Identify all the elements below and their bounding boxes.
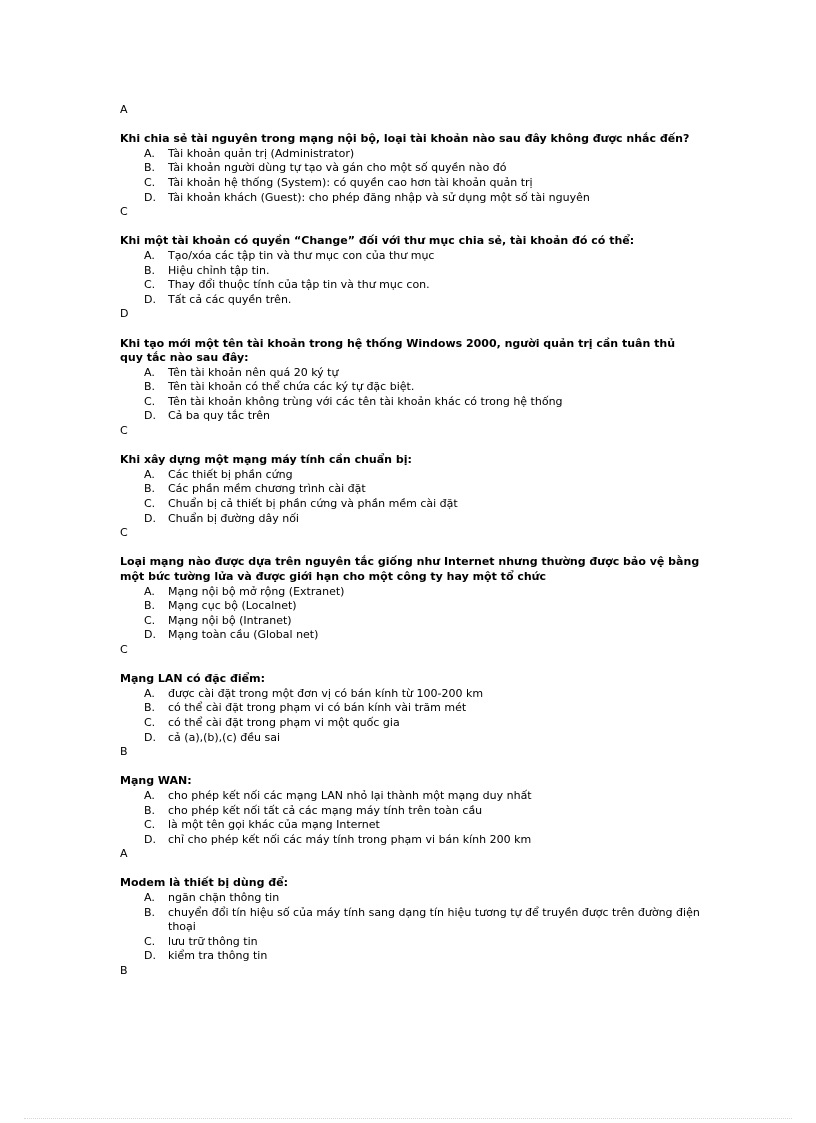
option-list (120, 585, 700, 643)
option-letter: B. (144, 161, 156, 175)
option-text: chuyển đổi tín hiệu số của máy tính sang dạng tín hiệu tương tự để truyền được trên đường điện thoại (168, 905, 700, 934)
option-item (120, 366, 700, 381)
option-letter: A. (144, 788, 155, 802)
answer-letter: B (120, 964, 128, 978)
answer-letter: C (120, 642, 128, 656)
option-list (120, 147, 700, 205)
option-letter: A. (144, 891, 155, 905)
option-text: Mạng nội bộ mở rộng (Extranet) (168, 584, 345, 598)
option-item (120, 716, 700, 731)
question-block (120, 234, 700, 322)
option-text: Cả ba quy tắc trên (168, 409, 271, 423)
option-letter: A. (144, 248, 155, 262)
answer-letter: D (120, 307, 129, 321)
option-letter: D. (144, 409, 156, 423)
question-text: Khi tạo mới một tên tài khoản trong hệ thống Windows 2000, người quản trị cần tuân thủ quy tắc nào sau đây: (120, 336, 676, 365)
option-text: cho phép kết nối các mạng LAN nhỏ lại thành một mạng duy nhất (168, 788, 532, 802)
option-text: Tài khoản khách (Guest): cho phép đăng nhập và sử dụng một số tài nguyên (168, 190, 590, 204)
option-item (120, 482, 700, 497)
question-text: Khi một tài khoản có quyền “Change” đối với thư mục chia sẻ, tài khoản đó có thể: (120, 234, 635, 248)
question-block (120, 453, 700, 541)
option-text: Mạng cục bộ (Localnet) (168, 599, 297, 613)
option-item (120, 818, 700, 833)
question-text: Loại mạng nào được dựa trên nguyên tắc giống như Internet nhưng thường được bảo vệ bằng một bức tường lửa và được giới hạn cho một công ty hay một tổ chức (120, 555, 700, 583)
question-text: Khi chia sẻ tài nguyên trong mạng nội bộ, loại tài khoản nào sau đây không được nhắc đến? (120, 132, 690, 146)
option-letter: C. (144, 613, 156, 627)
option-list (120, 789, 700, 847)
question-block (120, 555, 700, 657)
answer-letter: C (120, 205, 128, 219)
option-item (120, 833, 700, 848)
question-text: Khi xây dựng một mạng máy tính cần chuẩn bị: (120, 453, 412, 467)
option-letter: D. (144, 949, 156, 963)
option-text: Các thiết bị phần cứng (168, 467, 293, 481)
option-item (120, 380, 700, 395)
option-item (120, 176, 700, 191)
option-letter: C. (144, 394, 156, 408)
option-item (120, 409, 700, 424)
answer-letter: A (120, 103, 128, 116)
option-item (120, 935, 700, 950)
question-text: Mạng LAN có đặc điểm: (120, 672, 265, 686)
option-item (120, 264, 700, 279)
option-item (120, 585, 700, 600)
option-item (120, 395, 700, 410)
document-body (120, 103, 700, 979)
option-text: Tên tài khoản không trùng với các tên tài khoản khác có trong hệ thống (168, 394, 563, 408)
answer-letter: C (120, 424, 128, 438)
option-text: Tài khoản hệ thống (System): có quyền cao hơn tài khoản quản trị (168, 175, 533, 189)
option-letter: D. (144, 292, 156, 306)
option-text: kiểm tra thông tin (168, 949, 268, 963)
option-text: cho phép kết nối tất cả các mạng máy tính trên toàn cầu (168, 803, 483, 817)
option-item (120, 147, 700, 162)
question-text: Modem là thiết bị dùng để: (120, 876, 289, 890)
option-letter: B. (144, 263, 156, 277)
option-text: Hiệu chỉnh tập tin. (168, 263, 270, 277)
option-item (120, 599, 700, 614)
page-bottom-divider (24, 1118, 792, 1119)
option-text: Tên tài khoản có thể chứa các ký tự đặc biệt. (168, 380, 415, 394)
option-letter: C. (144, 175, 156, 189)
answer-letter: C (120, 526, 128, 540)
option-item (120, 614, 700, 629)
option-item (120, 191, 700, 206)
question-text: Mạng WAN: (120, 774, 192, 788)
option-letter: C. (144, 934, 156, 948)
option-letter: A. (144, 467, 155, 481)
option-item (120, 701, 700, 716)
option-letter: B. (144, 599, 156, 613)
option-text: lưu trữ thông tin (168, 934, 258, 948)
question-block (120, 774, 700, 862)
option-text: Tên tài khoản nên quá 20 ký tự (168, 365, 339, 379)
option-text: Tất cả các quyền trên. (168, 292, 292, 306)
option-letter: C. (144, 715, 156, 729)
option-letter: D. (144, 511, 156, 525)
option-text: được cài đặt trong một đơn vị có bán kính từ 100-200 km (168, 686, 484, 700)
answer-letter: A (120, 847, 128, 861)
option-letter: C. (144, 278, 156, 292)
option-item (120, 293, 700, 308)
option-item (120, 161, 700, 176)
option-letter: B. (144, 482, 156, 496)
option-letter: B. (144, 380, 156, 394)
option-list (120, 249, 700, 307)
option-text: Chuẩn bị đường dây nối (168, 511, 299, 525)
option-text: Tài khoản người dùng tự tạo và gán cho một số quyền nào đó (168, 161, 507, 175)
option-text: Thay đổi thuộc tính của tập tin và thư mục con. (168, 278, 430, 292)
option-text: có thể cài đặt trong phạm vi một quốc gia (168, 715, 400, 729)
option-item (120, 731, 700, 746)
option-item (120, 497, 700, 512)
question-block (120, 337, 700, 439)
option-text: là một tên gọi khác của mạng Internet (168, 818, 380, 832)
option-letter: D. (144, 190, 156, 204)
option-text: chỉ cho phép kết nối các máy tính trong phạm vi bán kính 200 km (168, 832, 532, 846)
option-letter: B. (144, 803, 156, 817)
option-item (120, 949, 700, 964)
option-text: Tài khoản quản trị (Administrator) (168, 146, 355, 160)
option-text: có thể cài đặt trong phạm vi có bán kính vài trăm mét (168, 701, 467, 715)
question-block (120, 132, 700, 220)
answer-letter: B (120, 745, 128, 759)
option-item (120, 278, 700, 293)
option-list (120, 891, 700, 964)
option-text: Mạng nội bộ (Intranet) (168, 613, 292, 627)
option-item (120, 906, 700, 935)
option-text: Mạng toàn cầu (Global net) (168, 628, 319, 642)
option-text: cả (a),(b),(c) đều sai (168, 730, 281, 744)
option-item (120, 512, 700, 527)
option-item (120, 804, 700, 819)
option-letter: D. (144, 832, 156, 846)
option-text: Tạo/xóa các tập tin và thư mục con của thư mục (168, 248, 435, 262)
option-item (120, 687, 700, 702)
option-letter: A. (144, 584, 155, 598)
question-block (120, 876, 700, 978)
option-letter: C. (144, 497, 156, 511)
option-item (120, 249, 700, 264)
option-list (120, 366, 700, 424)
option-text: ngăn chặn thông tin (168, 891, 280, 905)
option-letter: C. (144, 818, 156, 832)
option-item (120, 468, 700, 483)
option-letter: D. (144, 730, 156, 744)
option-item (120, 789, 700, 804)
option-letter: A. (144, 686, 155, 700)
option-list (120, 687, 700, 745)
option-text: Các phần mềm chương trình cài đặt (168, 482, 366, 496)
option-letter: A. (144, 146, 155, 160)
option-letter: D. (144, 628, 156, 642)
option-item (120, 891, 700, 906)
option-letter: B. (144, 905, 156, 919)
option-letter: B. (144, 701, 156, 715)
option-item (120, 628, 700, 643)
option-list (120, 468, 700, 526)
option-letter: A. (144, 365, 155, 379)
option-text: Chuẩn bị cả thiết bị phần cứng và phần mềm cài đặt (168, 497, 458, 511)
question-list (120, 132, 700, 978)
question-block (120, 672, 700, 760)
